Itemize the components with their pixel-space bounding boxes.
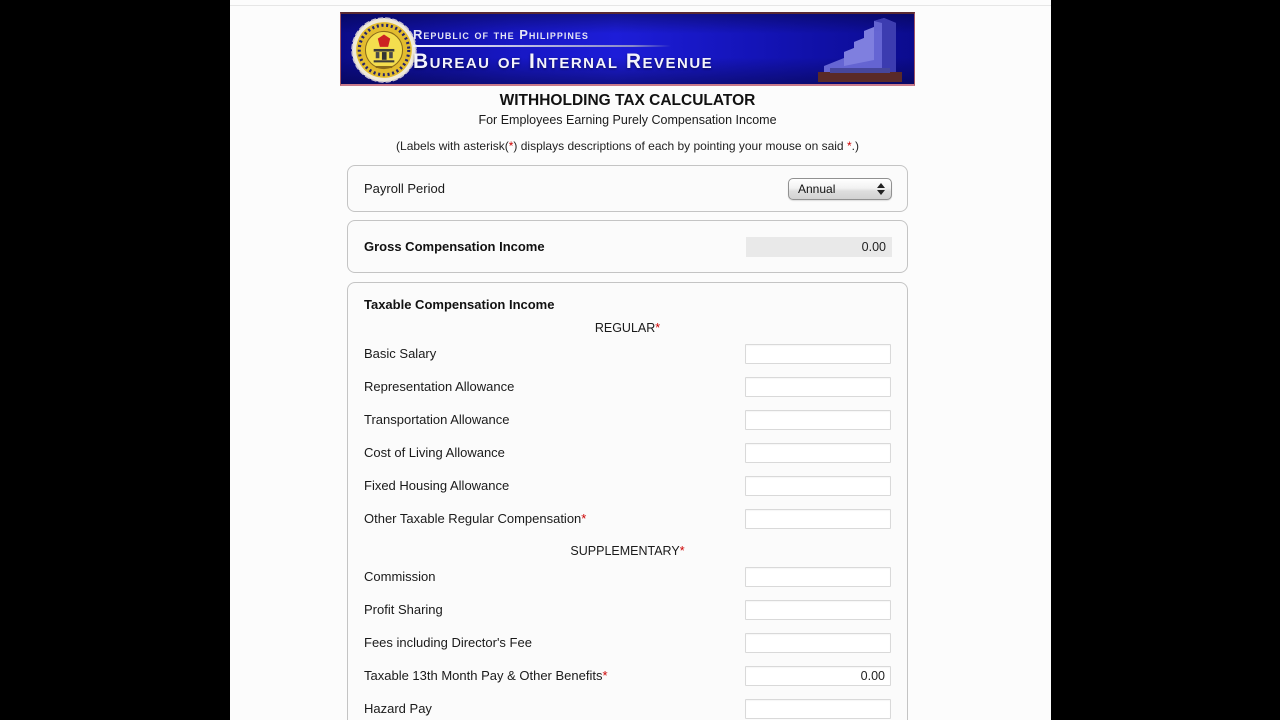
page-title: WITHHOLDING TAX CALCULATOR	[499, 92, 756, 109]
required-asterisk: *	[655, 321, 661, 335]
field-label: Fees including Director's Fee	[364, 635, 532, 650]
bir-seal-icon	[351, 17, 417, 83]
field-row-transportation-allowance	[364, 403, 891, 436]
field-row-taxable-13th-month-pay-other-benefits	[364, 659, 891, 692]
field-row-representation-allowance	[364, 370, 891, 403]
payroll-period-label: Payroll Period	[364, 181, 445, 196]
note-text: .)	[851, 139, 859, 153]
required-asterisk: *	[581, 511, 587, 526]
field-input-commission[interactable]	[745, 567, 891, 587]
taxable-income-title: Taxable Compensation Income	[364, 297, 555, 312]
field-row-fixed-housing-allowance	[364, 469, 891, 502]
field-row-cost-of-living-allowance	[364, 436, 891, 469]
page	[230, 0, 1051, 720]
group-heading-regular	[364, 321, 891, 337]
field-input-transportation-allowance[interactable]	[745, 410, 891, 430]
gross-income-section	[347, 220, 908, 273]
field-label: Cost of Living Allowance	[364, 445, 505, 460]
payroll-period-selected-value: Annual	[798, 181, 836, 196]
field-label: Taxable 13th Month Pay & Other Benefits*	[364, 668, 608, 683]
field-input-fixed-housing-allowance[interactable]	[745, 476, 891, 496]
group-heading-text: REGULAR	[594, 321, 656, 335]
required-asterisk: *	[679, 544, 685, 558]
field-input-representation-allowance[interactable]	[745, 377, 891, 397]
field-label: Fixed Housing Allowance	[364, 478, 510, 493]
field-label: Profit Sharing	[364, 602, 443, 617]
field-input-profit-sharing[interactable]	[745, 600, 891, 620]
group-heading-supplementary	[364, 544, 891, 560]
select-updown-arrows-icon	[876, 179, 885, 199]
taxable-income-section	[347, 282, 908, 720]
gross-income-field[interactable]: 0.00	[746, 237, 892, 257]
bir-building-image	[810, 16, 910, 84]
field-label: Basic Salary	[364, 346, 437, 361]
bir-banner	[340, 12, 915, 86]
instruction-note	[340, 139, 915, 153]
note-text: (Labels with asterisk(	[396, 139, 509, 153]
field-row-hazard-pay	[364, 692, 891, 720]
required-asterisk: *	[602, 668, 608, 683]
group-heading-text: SUPPLEMENTARY	[570, 544, 680, 558]
payroll-period-section	[347, 165, 908, 212]
banner-divider	[413, 45, 671, 47]
gross-income-label: Gross Compensation Income	[364, 239, 545, 254]
field-input-other-taxable-regular-compensation[interactable]	[745, 509, 891, 529]
field-row-fees-including-director-s-fee	[364, 626, 891, 659]
field-label: Commission	[364, 569, 436, 584]
field-row-commission	[364, 560, 891, 593]
field-label: Representation Allowance	[364, 379, 515, 394]
field-label: Other Taxable Regular Compensation*	[364, 511, 587, 526]
field-row-basic-salary	[364, 337, 891, 370]
field-row-profit-sharing	[364, 593, 891, 626]
field-input-cost-of-living-allowance[interactable]	[745, 443, 891, 463]
field-input-fees-including-director-s-fee[interactable]	[745, 633, 891, 653]
field-input-taxable-13th-month-pay-other-benefits[interactable]	[745, 666, 891, 686]
payroll-period-select[interactable]	[788, 178, 892, 200]
required-asterisk: *	[508, 139, 514, 153]
required-asterisk: *	[846, 139, 852, 153]
banner-bureau-line: Bureau of Internal Revenue	[413, 50, 714, 73]
field-label: Hazard Pay	[364, 701, 432, 716]
field-input-hazard-pay[interactable]	[745, 699, 891, 719]
note-text: ) displays descriptions of each by pointing your mouse on said	[513, 139, 847, 153]
field-label: Transportation Allowance	[364, 412, 510, 427]
field-input-basic-salary[interactable]	[745, 344, 891, 364]
field-row-other-taxable-regular-compensation	[364, 502, 891, 535]
page-subtitle: For Employees Earning Purely Compensation Income	[478, 113, 777, 127]
taxable-groups	[364, 321, 891, 720]
banner-republic-line: Republic of the Philippines	[413, 27, 589, 42]
